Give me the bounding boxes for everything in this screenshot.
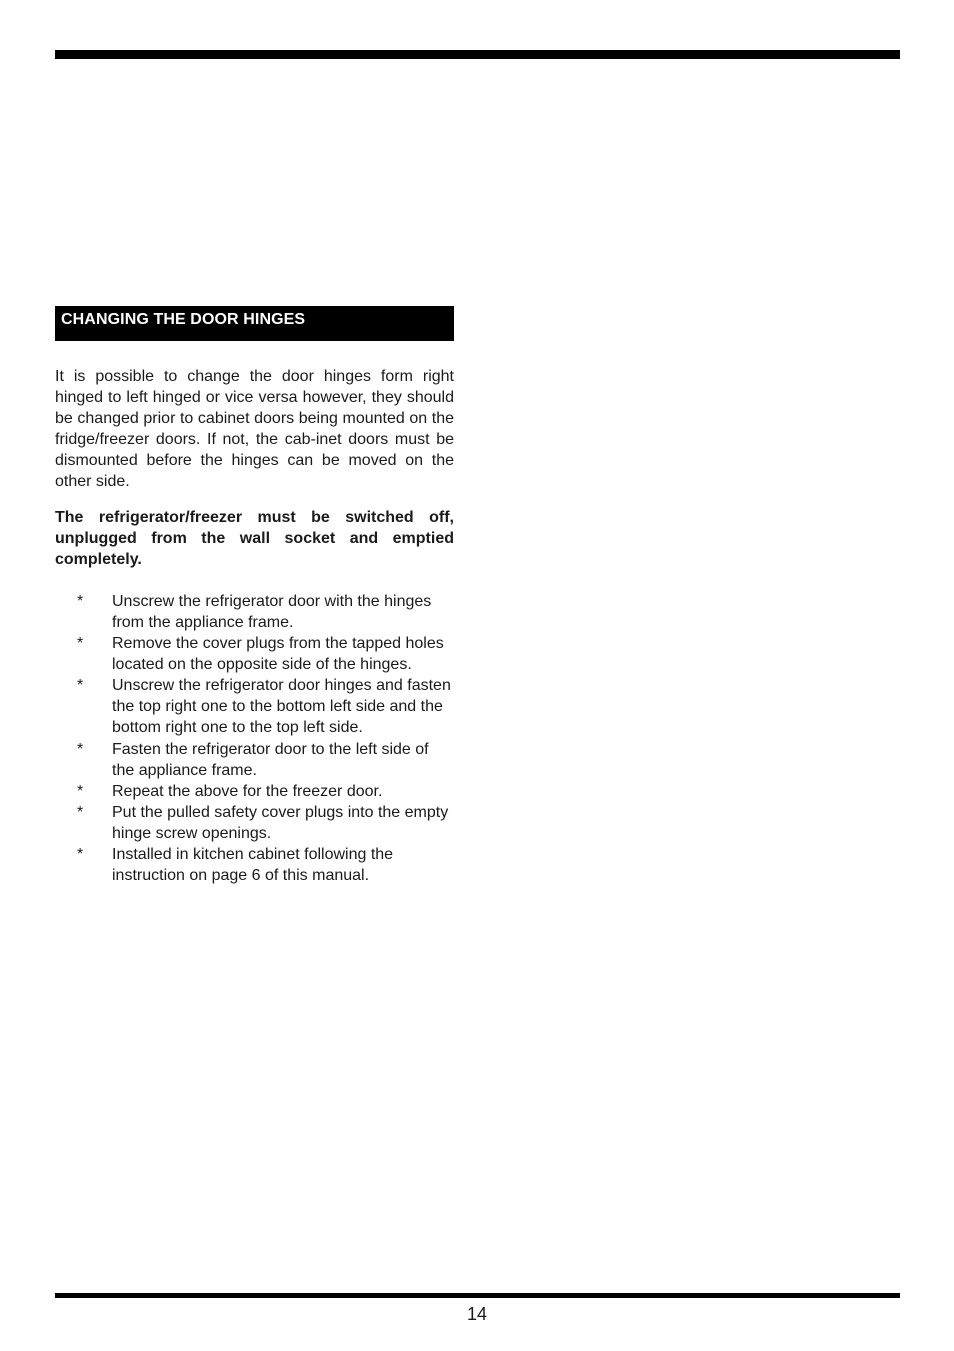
step-text: Unscrew the refrigerator door hinges and fasten the top right one to the bottom left side and the bottom right one to the top left side. bbox=[112, 677, 451, 737]
list-item bbox=[55, 802, 454, 844]
list-item bbox=[55, 591, 454, 633]
top-rule bbox=[55, 50, 900, 59]
bullet-asterisk: * bbox=[77, 635, 84, 653]
page-number: 14 bbox=[466, 1304, 488, 1324]
list-item bbox=[55, 633, 454, 675]
step-text: Remove the cover plugs from the tapped holes located on the opposite side of the hinges. bbox=[112, 635, 444, 674]
warning-paragraph: The refrigerator/freezer must be switched off, unplugged from the wall socket and emptied completely. bbox=[55, 508, 454, 568]
step-text: Installed in kitchen cabinet following the instruction on page 6 of this manual. bbox=[112, 845, 394, 885]
steps-list bbox=[55, 591, 454, 886]
list-item bbox=[55, 675, 454, 738]
step-text: Unscrew the refrigerator door with the hinges from the appliance frame. bbox=[112, 592, 432, 631]
bullet-asterisk: * bbox=[77, 782, 84, 800]
content-column bbox=[55, 366, 454, 886]
section-title: CHANGING THE DOOR HINGES bbox=[61, 311, 306, 328]
step-text: Fasten the refrigerator door to the left side of the appliance frame. bbox=[112, 740, 429, 779]
bottom-rule bbox=[55, 1293, 900, 1298]
section-header bbox=[55, 306, 454, 341]
list-item bbox=[55, 844, 454, 886]
list-item bbox=[55, 781, 454, 802]
step-text: Repeat the above for the freezer door. bbox=[112, 782, 383, 800]
bullet-asterisk: * bbox=[77, 677, 84, 695]
bullet-asterisk: * bbox=[77, 740, 84, 758]
bullet-asterisk: * bbox=[77, 845, 84, 863]
intro-paragraph: It is possible to change the door hinges form right hinged to left hinged or vice versa however, they should be changed prior to cabinet doors being mounted on the fridge/freezer doors. If not, the cab-inet doors must be dismounted before the hinges can be moved on the other side. bbox=[55, 368, 454, 491]
bullet-asterisk: * bbox=[77, 803, 84, 821]
bullet-asterisk: * bbox=[77, 592, 84, 610]
step-text: Put the pulled safety cover plugs into the empty hinge screw openings. bbox=[112, 803, 449, 842]
list-item bbox=[55, 739, 454, 781]
